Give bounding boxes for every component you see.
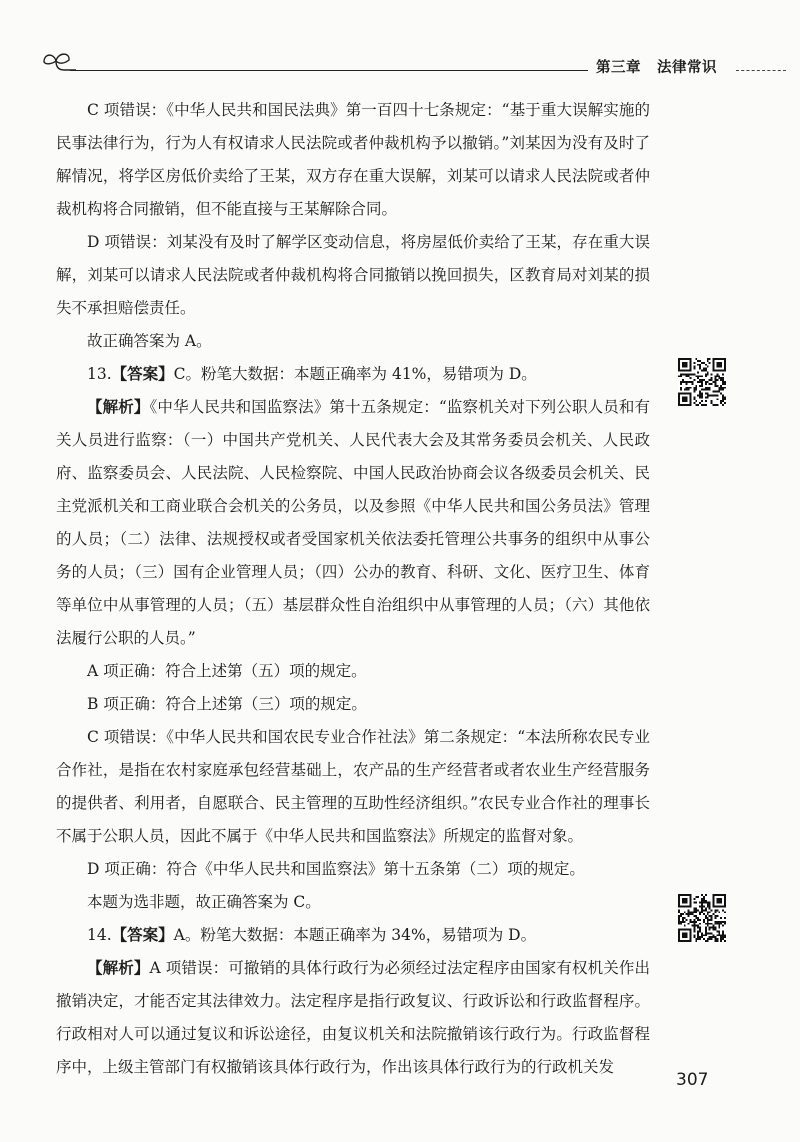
paragraph-answer-a: 故正确答案为 A。 (87, 332, 212, 350)
analysis-text: A 项错误：可撤销的具体行政行为必须经过法定程序由国家有权机关作出撤销决定，才能否定其法律效力。法定程序是指行政复议、行政诉讼和行政监督程序。行政相对人可以通过复议和诉讼途径，由复议机关和法院撤销该行政行为。行政监督程序中，上级主管部门有权撤销该具体行政行为，作出该具体行政行为的行政机关发 (56, 959, 650, 1076)
question-13-option-d: D 项正确：符合《中华人民共和国监察法》第十五条第（二）项的规定。 (87, 860, 585, 878)
answer-tag: 【答案】 (111, 365, 174, 383)
header-dotted-rule (736, 70, 786, 71)
qr-code-icon[interactable] (678, 894, 726, 942)
paragraph-option-c-civil: C 项错误：《中华人民共和国民法典》第一百四十七条规定：“基于重大误解实施的民事法律行为，行为人有权请求人民法院或者仲裁机构予以撤销。”刘某因为没有及时了解情况，将学区房低价卖给了王某，双方存在重大误解，刘某可以请求人民法院或者仲裁机构将合同撤销，但不能直接与王某解除合同。 (56, 101, 650, 218)
question-14-answer (56, 919, 650, 952)
page-header (0, 0, 800, 80)
answer-text: A。粉笔大数据：本题正确率为 34%，易错项为 D。 (173, 926, 537, 944)
question-13-option-a: A 项正确：符合上述第（五）项的规定。 (87, 662, 367, 680)
question-number: 13. (87, 365, 112, 383)
question-13-option-c: C 项错误：《中华人民共和国农民专业合作社法》第二条规定：“本法所称农民专业合作社，是指在农村家庭承包经营基础上，农产品的生产经营者或者农业生产经营服务的提供者、利用者，自愿联合、民主管理的互助性经济组织。”农民专业合作社的理事长不属于公职人员，因此不属于《中华人民共和国监察法》所规定的监督对象。 (56, 728, 650, 845)
header-rule (70, 70, 588, 71)
qr-code-icon[interactable] (678, 358, 726, 406)
page-body (56, 94, 650, 1084)
paragraph-option-d-civil: D 项错误：刘某没有及时了解学区变动信息，将房屋低价卖给了王某，存在重大误解，刘某可以请求人民法院或者仲裁机构将合同撤销以挽回损失，区教育局对刘某的损失不承担赔偿责任。 (56, 233, 650, 317)
chapter-heading (596, 56, 733, 77)
page-number: 307 (676, 1070, 709, 1090)
question-14-analysis (56, 952, 650, 1084)
question-13-conclusion: 本题为选非题，故正确答案为 C。 (87, 893, 321, 911)
leaf-logo-icon (40, 48, 76, 76)
chapter-title: 法律常识 (657, 60, 717, 76)
question-13-option-b: B 项正确：符合上述第（三）项的规定。 (87, 695, 367, 713)
question-13-analysis (56, 391, 650, 655)
answer-text: C。粉笔大数据：本题正确率为 41%，易错项为 D。 (173, 365, 537, 383)
answer-tag: 【答案】 (111, 926, 174, 944)
analysis-text: 《中华人民共和国监察法》第十五条规定：“监察机关对下列公职人员和有关人员进行监察：（一）中国共产党机关、人民代表大会及其常务委员会机关、人民政府、监察委员会、人民法院、人民检察院、中国人民政治协商会议各级委员会机关、民主党派机关和工商业联合会机关的公务员，以及参照《中华人民共和国公务员法》管理的人员；（二）法律、法规授权或者受国家机关依法委托管理公共事务的组织中从事公务的人员；（三）国有企业管理人员；（四）公办的教育、科研、文化、医疗卫生、体育等单位中从事管理的人员；（五）基层群众性自治组织中从事管理的人员；（六）其他依法履行公职的人员。” (56, 398, 650, 647)
chapter-number: 第三章 (596, 60, 641, 76)
analysis-tag: 【解析】 (87, 398, 150, 416)
question-13-answer (56, 358, 650, 391)
analysis-tag: 【解析】 (87, 959, 150, 977)
question-number: 14. (87, 926, 112, 944)
